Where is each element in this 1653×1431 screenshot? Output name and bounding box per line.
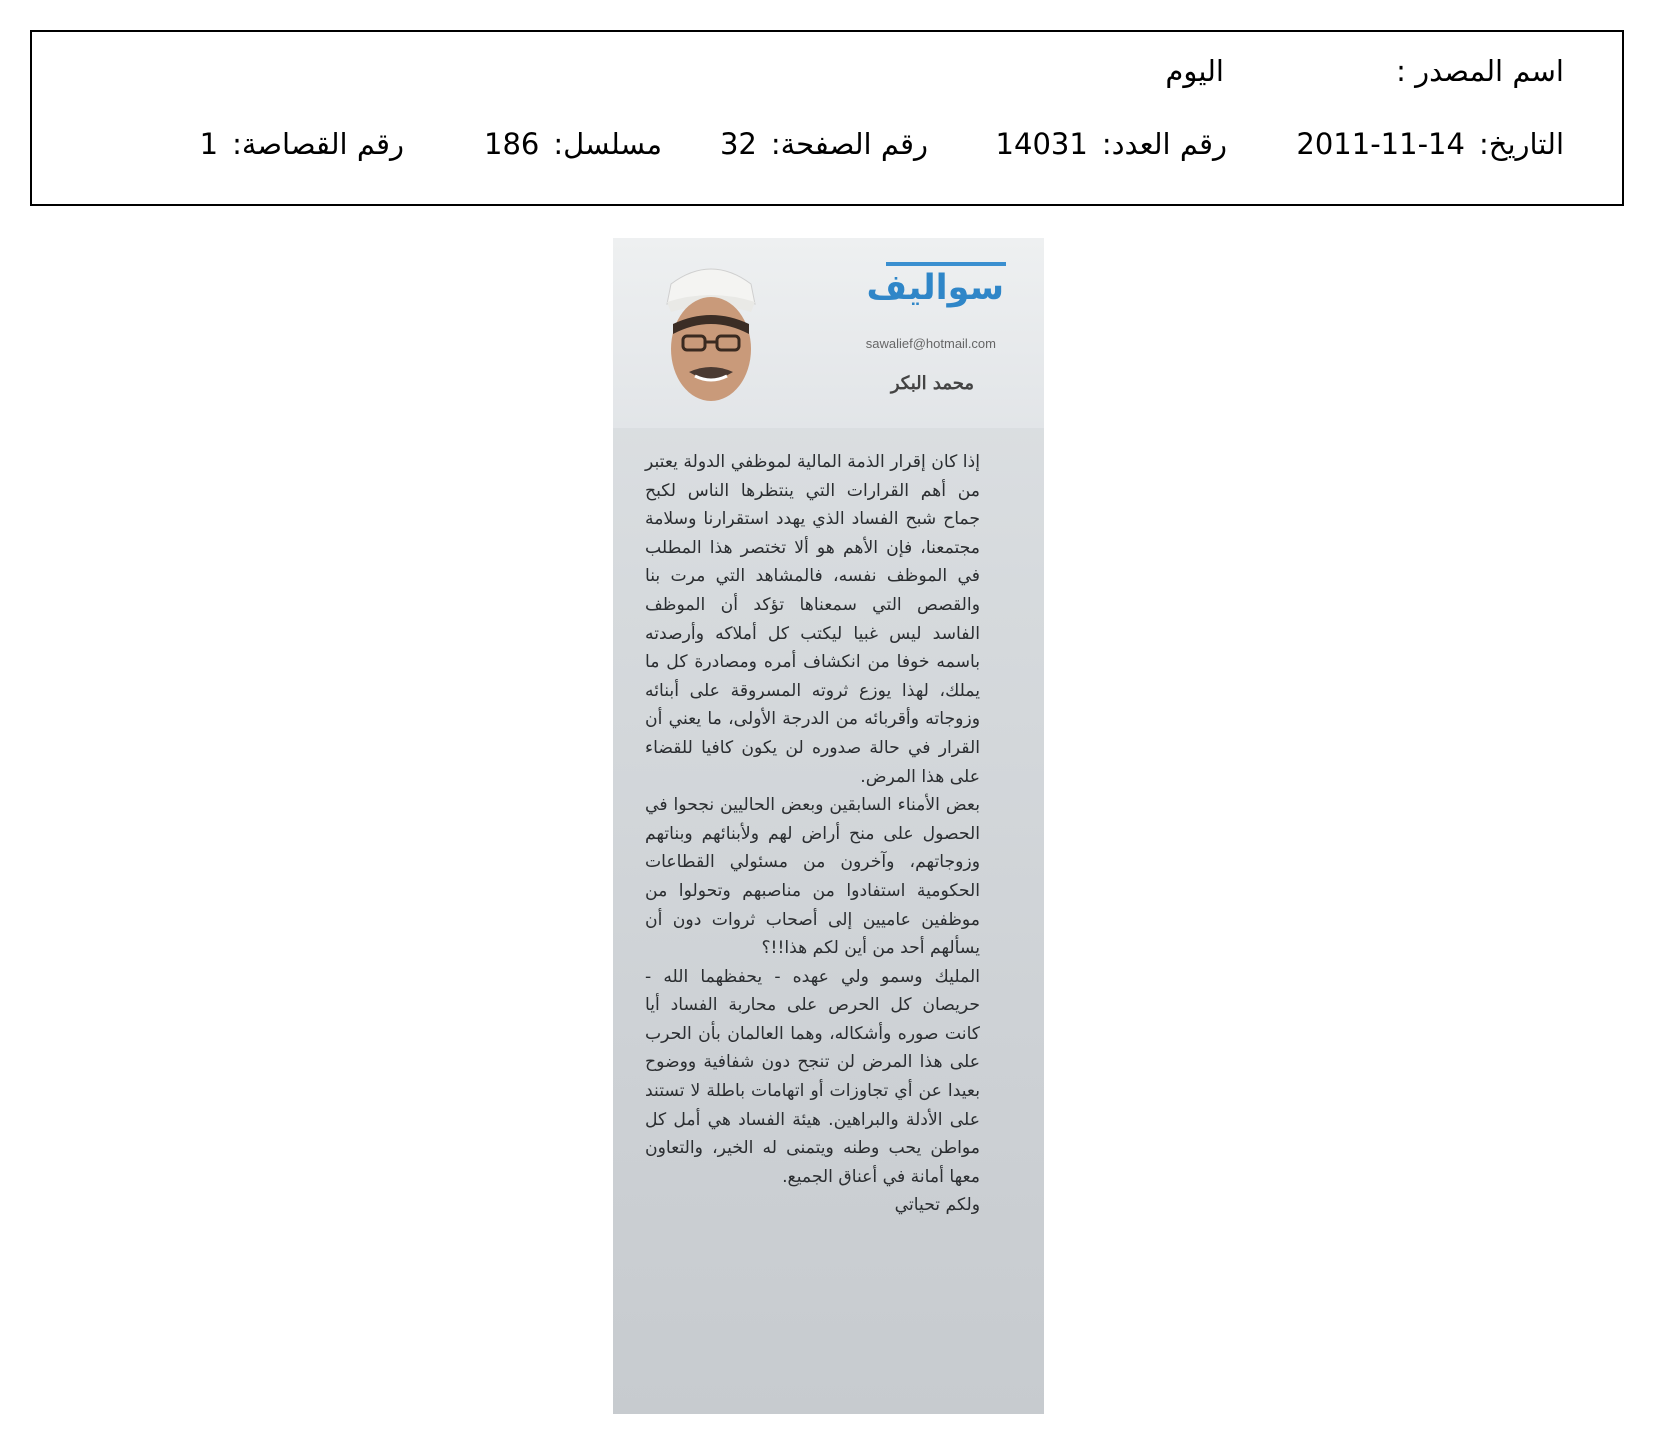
issue-value: 14031 <box>995 127 1088 161</box>
details-row <box>90 127 1564 167</box>
article-body <box>645 448 980 1220</box>
article-paragraph: إذا كان إقرار الذمة المالية لموظفي الدولة يعتبر من أهم القرارات التي ينتظرها الناس لكبح جماح شبح الفساد الذي يهدد استقرارنا وسلامة مجتمعنا، فإن الأهم هو ألا تختصر هذا المطلب في الموظف نفسه، فالمشاهد التي مرت بنا والقصص التي سمعناها تؤكد أن الموظف الفاسد ليس غبيا ليكتب كل أملاكه وأرصدته باسمه خوفا من انكشاف أمره ومصادرة كل ما يملك، لهذا يوزع ثروته المسروقة على أبنائه وزوجاته وأقربائه من الدرجة الأولى، ما يعني أن القرار في حالة صدوره لن يكون كافيا للقضاء على هذا المرض. <box>645 452 980 787</box>
page-field <box>720 127 928 161</box>
issue-label: رقم العدد: <box>1101 127 1227 161</box>
article-signoff: ولكم تحياتي <box>894 1195 980 1216</box>
author-name: محمد البكر <box>890 373 974 394</box>
author-email: sawalief@hotmail.com <box>865 336 996 351</box>
clip-label: رقم القصاصة: <box>232 127 404 161</box>
source-label: اسم المصدر : <box>1396 54 1564 88</box>
source-row <box>90 54 1564 94</box>
newspaper-clipping <box>613 238 1044 1414</box>
date-label: التاريخ: <box>1478 127 1564 161</box>
article-paragraph: بعض الأمناء السابقين وبعض الحاليين نجحوا في الحصول على منح أراض لهم ولأبنائهم وبناتهم وزوجاتهم، وآخرون من مسئولي القطاعات الحكومية استفادوا من مناصبهم وتحولوا من موظفين عاميين إلى أصحاب ثروات دون أن يسألهم أحد من أين لكم هذا!!؟ <box>645 795 980 959</box>
serial-field <box>484 127 662 161</box>
clip-field <box>200 127 404 161</box>
clip-value: 1 <box>199 127 219 161</box>
date-value: 2011-11-14 <box>1296 127 1465 161</box>
serial-label: مسلسل: <box>553 127 662 161</box>
serial-value: 186 <box>484 127 540 161</box>
date-field <box>1296 127 1564 161</box>
article-paragraph: المليك وسمو ولي عهده - يحفظهما الله - حريصان كل الحرص على محاربة الفساد أيا كانت صوره وأشكاله، وهما العالمان بأن الحرب على هذا المرض لن تنجح دون شفافية ووضوح بعيدا عن أي تجاوزات أو اتهامات باطلة لا تستند على الأدلة والبراهين. هيئة الفساد هي أمل كل مواطن يحب وطنه ويتمنى له الخير، والتعاون معها أمانة في أعناق الجميع. <box>645 966 980 1187</box>
source-field <box>1396 54 1564 88</box>
page-label: رقم الصفحة: <box>770 127 928 161</box>
logo-rule <box>886 262 1006 266</box>
metadata-box <box>30 30 1624 206</box>
issue-field <box>996 127 1227 161</box>
page-value: 32 <box>719 127 757 161</box>
source-value: اليوم <box>1165 54 1224 88</box>
column-title: سواليف <box>866 268 1004 308</box>
author-portrait <box>651 254 771 414</box>
